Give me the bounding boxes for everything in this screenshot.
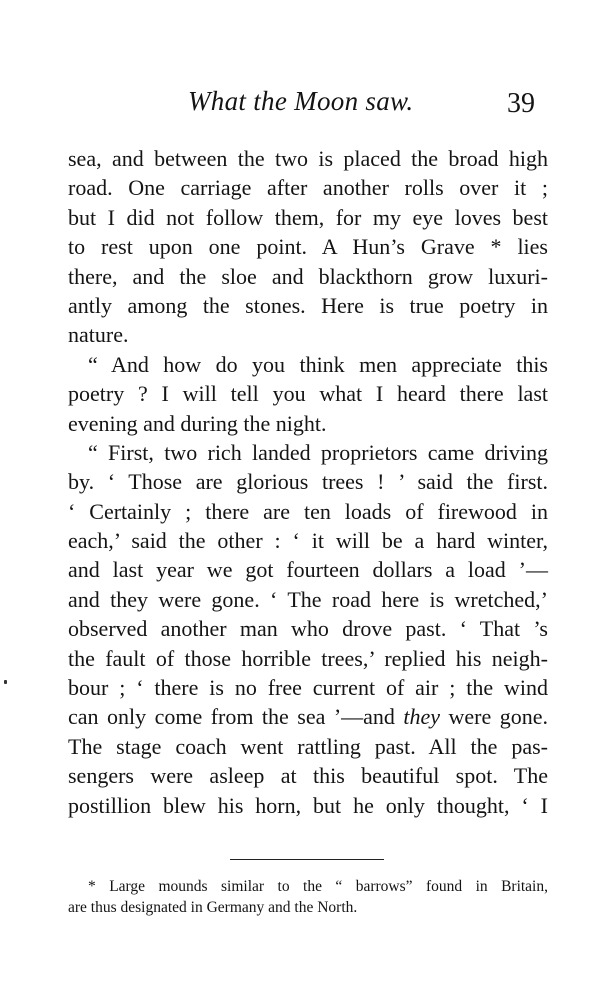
text-line: antly among the stones. Here is true poetry in (68, 292, 548, 318)
paragraph-start-line: “ First, two rich landed proprietors came driving (88, 439, 548, 465)
footnote-line: * Large mounds similar to the “ barrows” found in Britain, (88, 878, 548, 895)
body-text (68, 144, 548, 820)
text-line: but I did not follow them, for my eye loves best (68, 204, 548, 230)
text-line: bour ; ‘ there is no free current of air ; the wind (68, 675, 548, 701)
text-line: and they were gone. ‘ The road here is wretched,’ (68, 586, 548, 612)
text-line: poetry ? I will tell you what I heard there last (68, 381, 548, 407)
text-line: The stage coach went rattling past. All the pas- (68, 733, 548, 759)
text-line: evening and during the night. (68, 410, 327, 436)
print-speck (4, 680, 7, 684)
text-line: there, and the sloe and blackthorn grow luxuri- (68, 263, 548, 289)
text-line: and last year we got fourteen dollars a load ’— (68, 557, 548, 583)
page-number: 39 (507, 88, 535, 119)
paragraph-start-line: “ And how do you think men appreciate this (88, 351, 548, 377)
text-line: observed another man who drove past. ‘ That ’s (68, 616, 548, 642)
running-title: What the Moon saw. (188, 86, 414, 116)
text-line-with-italic (68, 702, 548, 731)
text-line: the fault of those horrible trees,’ replied his neigh- (68, 645, 548, 671)
text-segment: were gone. (448, 704, 548, 730)
footnote-line: are thus designated in Germany and the North. (68, 899, 358, 916)
text-line: nature. (68, 322, 129, 348)
text-line: sengers were asleep at this beautiful spot. The (68, 763, 548, 789)
text-line: to rest upon one point. A Hun’s Grave * lies (68, 234, 548, 260)
text-line: road. One carriage after another rolls over it ; (68, 175, 548, 201)
text-segment: can only come from the sea ’—and (68, 704, 404, 730)
italic-word: they (403, 704, 441, 730)
text-line: postillion blew his horn, but he only thought, ‘ I (68, 792, 548, 818)
text-line: sea, and between the two is placed the broad high (68, 146, 548, 171)
text-line: each,’ said the other : ‘ it will be a hard winter, (68, 528, 548, 554)
text-line: by. ‘ Those are glorious trees ! ’ said the first. (68, 469, 548, 495)
text-line: ‘ Certainly ; there are ten loads of firewood in (68, 498, 548, 524)
footnote-rule (230, 859, 384, 860)
footnote (68, 876, 548, 918)
